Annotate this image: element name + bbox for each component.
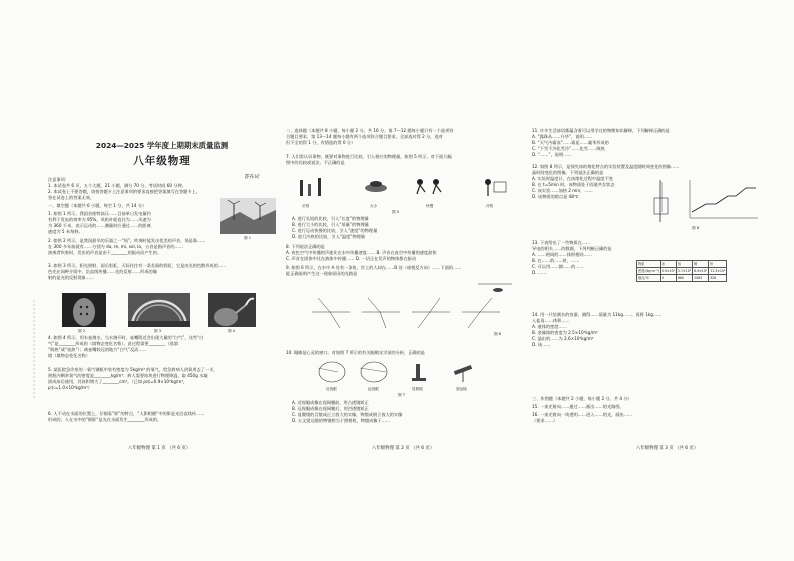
fig5-label-size: 大小 [370,204,378,208]
binding-margin [30,300,38,400]
question-9: 9. 如图 6 所示，在水中 A 处有一条鱼，岸上的人却在……B 处（或相反方向）……下面的…… 能正确说明产生这一现象原因的光路是 [286,265,462,277]
fig5-label-length: 长短 [302,204,310,208]
question-14: 14. 用一只装满水的容器，测得……质量为 11kg……，再将 1kg…… 入盐再……体积…… A. 液体的密度…… B. 金属球的密度为 2.5×10³kg/m³ C. 溢出的……为 2.6×10³kg/m³ D. 该…… [532,312,662,348]
section-3: 三、作图题（本题共 2 小题，每小题 2 分，共 4 分） [532,396,632,401]
fig5-label-speed: 快慢 [426,204,434,208]
fig4-caption: 图 4 [228,329,236,333]
comparison-figure [296,174,516,202]
section-2: 二、选择题（本题共 8 小题，每小题 2 分，共 16 分。第 7～12 题每小题只有一个选项符 合题目要求，第 13～14 题每小题有两个选项符合题目要求，全部选对得 2 分，选对 但不全的得 1 分，有错选的得 0 分） [286,128,454,146]
exam-subject: 八年级物理 [133,155,191,167]
fig6-caption: 图 6 [494,332,502,336]
question-2: 2. 如图 2 所示，是我国最早的乐器之一“埙”，吹奏时能发出优美的声音，埙是靠…… 在 300 多年前就有……分别为 do, re, mi, sol, la，五音是指声音的…… 演奏者吹奏时，发出的声音是由于________的振动而产生的。 [48,238,206,256]
fish-figure [478,278,512,296]
fig5-caption: 图 5 [392,210,400,214]
page-footer-1: 八年级物理 第 1 页 （共 6 页） [128,446,191,451]
wind-turbine-figure [220,198,276,234]
fig1-caption: 图 1 [244,236,252,240]
fig8-caption: 图 8 [692,226,700,230]
page-2 [286,0,518,561]
question-5: 5. 某医院急诊室的一氧气钢瓶中装有密度为 5kg/m³ 的氧气，给急救病人供氧用去了一半， 则瓶内剩余氧气的密度是________kg/m³；病人需要冰块进行物理降温，取 450g 水凝 固成冰后使用，其体积增大了________cm³。（已知 ρ冰=0.9×10³kg/m³， ρ水=1.0×10³kg/m³） [48,367,218,391]
melting-figure [650,178,762,224]
fig7-label-myopia: 近视眼 [326,387,337,391]
fig5-label-temperature: 冷热 [486,204,494,208]
section-1: 一、填空题（本题共 6 小题，每空 1 分，共 14 分） [48,203,147,208]
eye-figure [316,360,476,384]
handwriting: 答在试 [244,174,260,180]
question-10: 10. 眼睛是心灵的窗口。对如图 7 所示的有关眼睛光学部的分析，正确的是 [286,350,425,355]
density-table [636,260,727,282]
question-12: 12. 如图 8 所示，是探究冰的熔化特点的实验装置及温度随时间变化的图像…… 晶时间变化的图像。下列说法正确的是 A. 实验时温度计，在冰熔化过程中温度不变 B. 在 t=5min 时，该物质处于固液共存状态 C. 该实验……加热 2 min，…… D. 该物质的熔点是 48℃ [532,164,680,200]
refraction-figure [310,296,514,330]
question-4: 4. 如图 4 所示，用水壶烧水，当水烧开时，壶嘴附近会出现大量的“白气”，这些“白 气”是________形成的（填物态变化名称），此过程需要________（选填 “吸热”或“放热”）；离壶嘴较远的地方“白气”反而…… 境（填物态变化名称） [48,335,204,359]
xun-figure [62,293,106,327]
question-3: 3. 如图 3 所示，阳光照射，雨后彩虹，天际往往有一条美丽的彩虹，它是由光的色散形成的…… 色光在同种介质中，沿直线传播……光的反射……形成的像 射的是光的反射现象…… [48,263,227,281]
exam-title: 2024—2025 学年度上期期末质量监测 [95,141,229,150]
question-7: 7. 人们常认识事物，既要对事物进行比较，引入相应的物理量，如图 5 所示，对下面几幅 图中的比较或说法，不正确的是 [286,154,452,166]
table-row: 熔点/℃ 0 660 1083 328 [637,275,727,282]
rainbow-figure [128,293,190,327]
kettle-figure [208,293,256,327]
table-header: 物质 冰 铝 铜 铅 [637,261,727,268]
question-13: 13. 下表给出了一些物质在…… 导电的相关……的数据，下列判断正确的是 A. ……相同的……体积相同…… B. 在……的……时，…… C. 可以用……测……的…… D. …… [532,240,612,276]
page-3 [532,0,770,561]
fig2-caption: 图 2 [78,329,86,333]
question-6: 6. 人不动在水面的位置上，仔细看“影”的特点，“人影相随”中的影是光沿直线传…… 形成的；人在水中的“倒影”是光在水面发生________形成的。 [48,411,205,423]
page-footer-2: 八年级物理 第 2 页 （共 6 页） [372,446,435,451]
notice: 注意事项： 1. 本试卷共 6 页，五个大题，21 小题，满分 70 分，考试时间 60 分钟。 2. 本试卷上不要答题，请按答题卡上注意事项的要求直接把答案填写在答题卡上。 答在试卷上的答案无效。 [48,177,200,201]
page-footer-3: 八年级物理 第 3 页 （共 6 页） [636,446,699,451]
fig7-label-hyperopia: 远视眼 [368,387,379,391]
question-15: 15. 一束光射向……通过……画出……的光路图。 [532,404,624,409]
fig3-caption: 图 3 [154,329,162,333]
question-16: 16. 一束光射向一块透明……进入……的光，画出…… （要求……） [532,412,633,424]
question-7-options: A. 进行长短的比较，引入“长度”的物理量 B. 进行大小的比较，引入“质量”的物理量 C. 进行运动快慢的比较，引入“速度”的物理量 D. 进行冷热的比较，引入“温度”物理量 [292,216,378,240]
fig7-caption: 图 7 [398,393,406,397]
table-row: 密度/(kg·m⁻³) 0.9×10³ 2.7×10³ 8.9×10³ 11.3×10³ [638,269,726,274]
question-10-options: A. 近视眼成像在视网膜前，用凸透镜矫正 B. 远视眼成像在视网膜后，用凹透镜矫正 C. 显微镜的目镜成正立放大的实像，物镜成倒立放大的实像 D. 天文望远镜的物镜相当于照相机，物镜成像于…… [292,400,403,424]
question-8: 8. 下列说法正确的是 A. 夜色空气中传播的声速比在水中传播速度…… B. 声音在真空中传播的速度最快 C. 声音在固体中比在液体中传播…… D. 一切正在发声的物体都在振动 [286,244,437,262]
question-11: 11. 许多生活谚语都蕴含着可以用学过的物理知识解释，下列解释正确的是 A. “露珠从……升华”，说明…… B. “天气冷霜冻”……霜是……凝华形成的 C. “下雪不冷化雪冷”……化雪……吸热 D. “……”，说明…… [532,128,670,158]
fig7-label-telescope: 望远镜 [456,387,467,391]
fig7-label-microscope: 显微镜 [412,387,423,391]
page-1 [48,0,276,561]
question-1: 1. 如图 1 所示，我国首座特高压……目前单日发电量约 有利于发电的效率为 95%，风机叶轮直径为……风速为 为 360 千米，表示运动的……测量时应通过……的距离 速度为 5 米每秒。 [48,211,151,235]
